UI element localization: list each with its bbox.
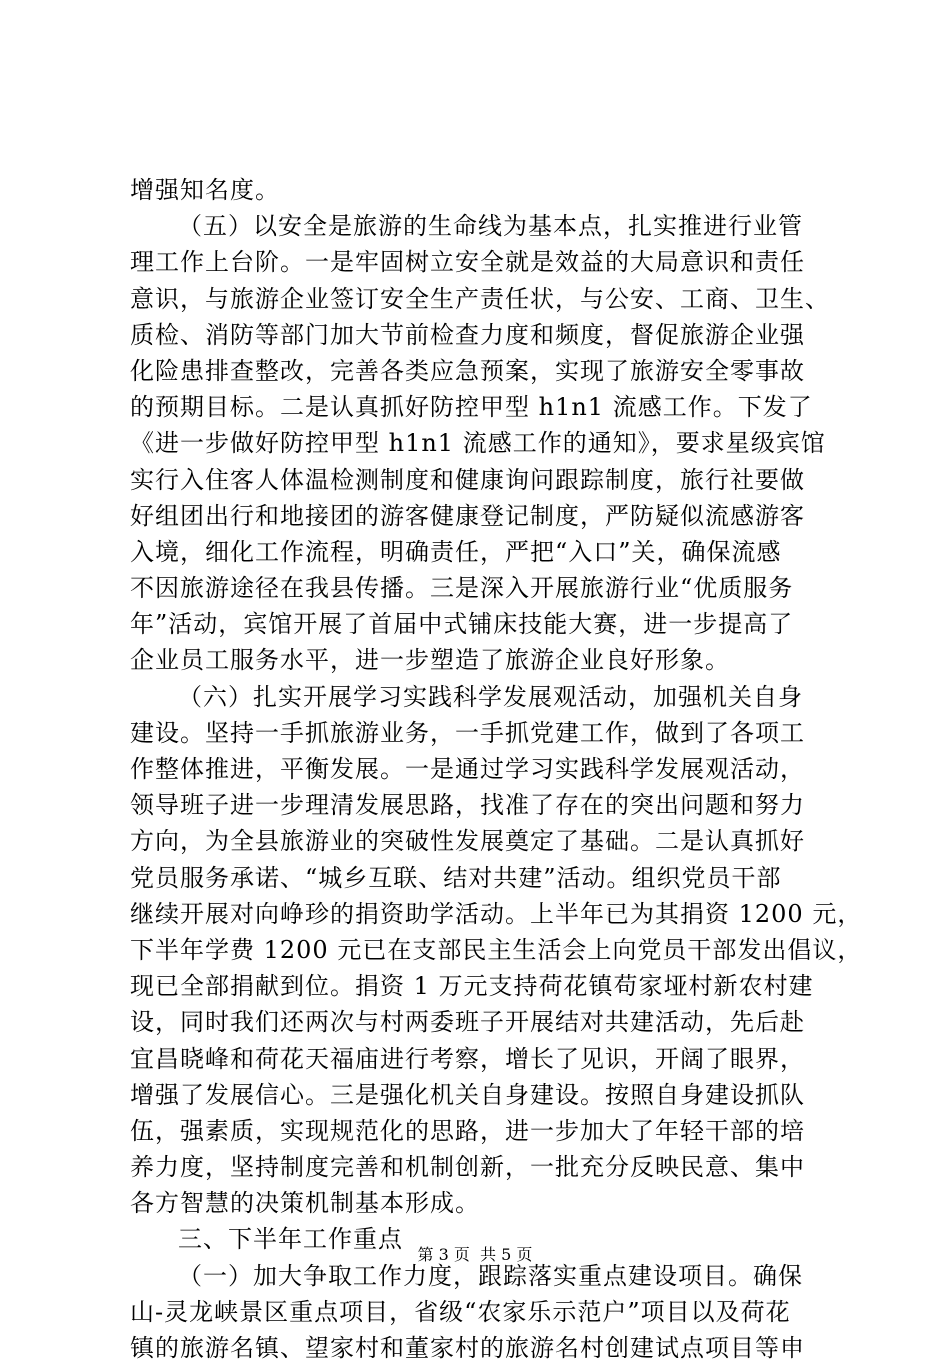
text-line: 《进一步做好防控甲型 h1n1 流感工作的通知》，要求星级宾馆 [130,429,826,458]
text-line: 实行入住客人体温检测制度和健康询问跟踪制度，旅行社要做 [130,465,805,494]
text-line: 作整体推进，平衡发展。一是通过学习实践科学发展观活动， [130,755,805,783]
text-line: 年”活动，宾馆开展了首届中式铺床技能大赛，进一步提高了 [130,610,794,639]
text-line: 伍，强素质，实现规范化的思路，进一步加大了年轻干部的培 [130,1116,805,1145]
paragraph-heading-5: （五）以安全是旅游的生命线为基本点，扎实推进行业管 [178,212,803,241]
text-line: 养力度，坚持制度完善和机制创新，一批充分反映民意、集中 [130,1153,805,1182]
text-line: 意识，与旅游企业签订安全生产责任状，与公安、工商、卫生、 [130,284,830,313]
page-number-footer: 第 3 页 共 5 页 [417,1245,533,1264]
text-line: 镇的旅游名镇、望家村和董家村的旅游名村创建试点项目等申 [130,1334,805,1362]
text-line: 设，同时我们还两次与村两委班子开展结对共建活动，先后赴 [130,1008,805,1037]
text-line: 山-灵龙峡景区重点项目，省级“农家乐示范户”项目以及荷花 [130,1297,791,1326]
text-line: 企业员工服务水平，进一步塑造了旅游企业良好形象。 [130,646,730,675]
text-line: 现已全部捐献到位。捐资 1 万元支持荷花镇苟家垭村新农村建 [130,972,814,1001]
text-line: 方向，为全县旅游业的突破性发展奠定了基础。二是认真抓好 [130,827,805,856]
section-heading-3: 三、下半年工作重点 [178,1225,403,1254]
text-line: 增强了发展信心。三是强化机关自身建设。按照自身建设抓队 [130,1080,805,1109]
text-line: 质检、消防等部门加大节前检查力度和频度，督促旅游企业强 [130,320,805,349]
document-body [130,172,863,1366]
text-line: 理工作上台阶。一是牢固树立安全就是效益的大局意识和责任 [130,248,805,277]
text-line: 不因旅游途径在我县传播。三是深入开展旅游行业“优质服务 [130,574,794,603]
text-line: 建设。坚持一手抓旅游业务，一手抓党建工作，做到了各项工 [130,718,805,747]
text-line: 下半年学费 1200 元已在支部民主生活会上向党员干部发出倡议， [130,935,863,964]
text-line: 各方智慧的决策机制基本形成。 [130,1189,480,1218]
text-line: 好组团出行和地接团的游客健康登记制度，严防疑似流感游客 [130,501,805,530]
text-line: 继续开展对向峥珍的捐资助学活动。上半年已为其捐资 1200 元， [130,899,863,928]
text-line: 宜昌晓峰和荷花天福庙进行考察，增长了见识，开阔了眼界， [130,1044,805,1073]
paragraph-heading-1: （一）加大争取工作力度，跟踪落实重点建设项目。确保 [178,1261,803,1290]
text-line: 入境，细化工作流程，明确责任，严把“入口”关，确保流感 [130,537,782,566]
text-line: 的预期目标。二是认真抓好防控甲型 h1n1 流感工作。下发了 [130,393,813,422]
paragraph-heading-6: （六）扎实开展学习实践科学发展观活动，加强机关自身 [178,682,803,711]
text-line: 领导班子进一步理清发展思路，找准了存在的突出问题和努力 [130,791,805,820]
text-line: 党员服务承诺、“城乡互联、结对共建”活动。组织党员干部 [130,863,782,892]
text-line: 增强知名度。 [130,176,280,204]
text-line: 化险患排查整改，完善各类应急预案，实现了旅游安全零事故 [130,356,805,385]
